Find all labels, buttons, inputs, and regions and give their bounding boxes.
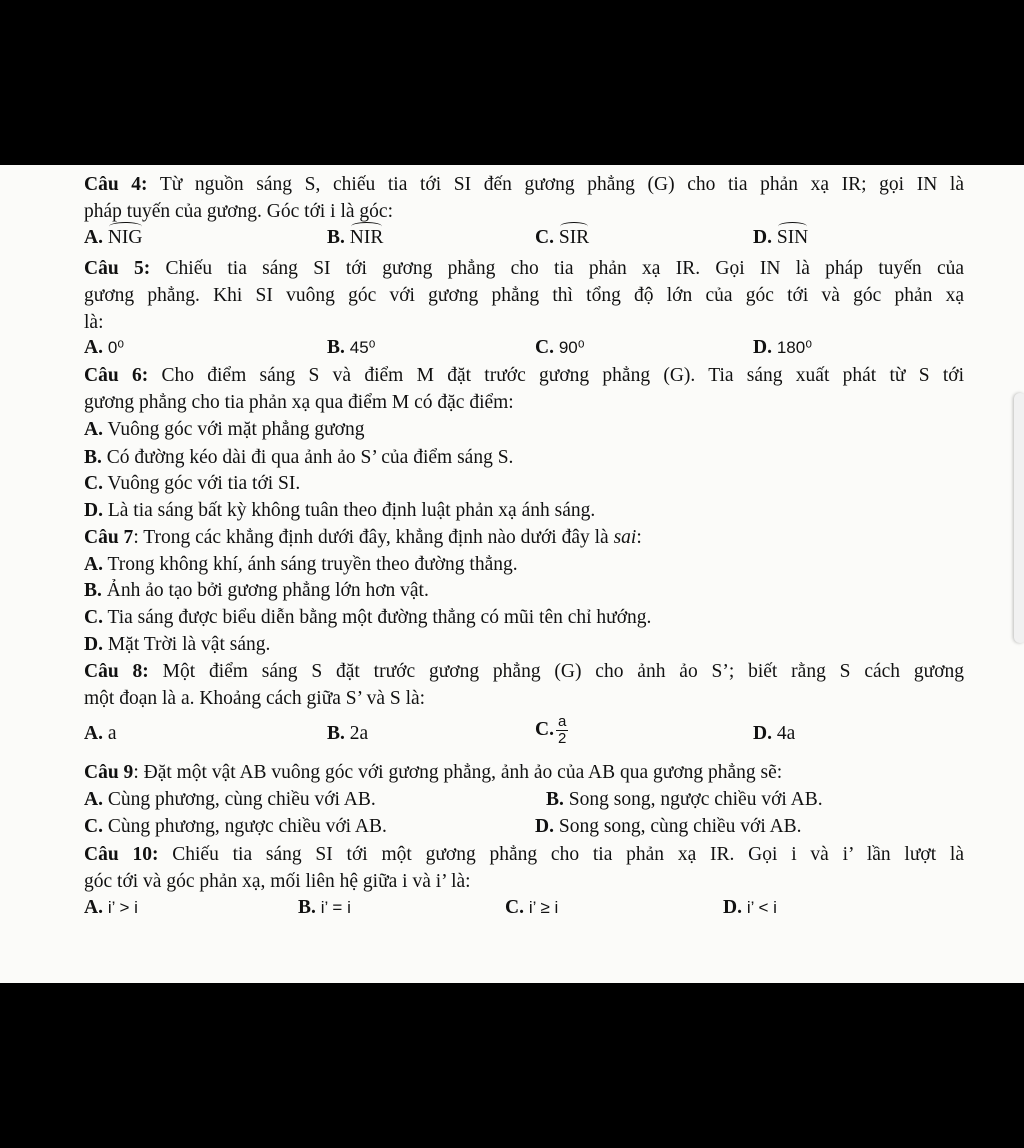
option-d: D. i’ < i [723, 897, 777, 918]
question-5-label: Câu 5: [84, 258, 151, 279]
option-b: B. NIR [327, 225, 383, 251]
question-5-options [84, 335, 984, 361]
question-4-options [84, 225, 984, 251]
option-a: A. a [84, 723, 117, 744]
question-8-label: Câu 8: [84, 661, 149, 682]
question-6-option-d: D. Là tia sáng bất kỳ không tuân theo định luật phản xạ ánh sáng. [84, 500, 596, 521]
document-page [0, 165, 1024, 983]
angle-sir: SIR [559, 225, 589, 251]
question-4-line-2: pháp tuyến của gương. Góc tới i là góc: [84, 201, 393, 222]
option-a: A. i’ > i [84, 897, 138, 918]
question-5-line-3: là: [84, 312, 104, 333]
option-d: D. SIN [753, 225, 808, 251]
question-7-line-1: Câu 7: Trong các khẳng định dưới đây, khẳng định nào dưới đây là sai: [84, 527, 642, 548]
option-b: B. i’ = i [298, 897, 351, 918]
question-6-text: Cho điểm sáng S và điểm M đặt trước gương phẳng (G). Tia sáng xuất phát từ S tới [161, 365, 965, 386]
scroll-handle[interactable] [1014, 393, 1024, 643]
question-6-option-b: B. Có đường kéo dài đi qua ảnh ảo S’ của điểm sáng S. [84, 447, 514, 468]
question-9-options-row-2 [84, 814, 984, 840]
question-6-line-2: gương phẳng cho tia phản xạ qua điểm M có đặc điểm: [84, 392, 514, 413]
option-a: A. 0⁰ [84, 337, 125, 358]
option-d: D. 4a [753, 723, 796, 744]
fraction-a-over-2: $\frac{a}{2}$ [557, 713, 567, 747]
question-4-label: Câu 4: [84, 174, 148, 195]
question-6-label: Câu 6: [84, 365, 149, 386]
angle-nir: NIR [350, 225, 384, 251]
option-c: C. i’ ≥ i [505, 897, 559, 918]
option-b: B. Song song, ngược chiều với AB. [546, 789, 823, 810]
angle-nig: NIG [108, 225, 143, 251]
question-9-label: Câu 9 [84, 762, 134, 783]
question-5-line-2: gương phẳng. Khi SI vuông góc với gương phẳng thì tổng độ lớn của góc tới và góc phản xạ [84, 285, 964, 306]
option-a: A. NIG [84, 225, 143, 251]
question-9-line-1: Câu 9: Đặt một vật AB vuông góc với gương phẳng, ảnh ảo của AB qua gương phẳng sẽ: [84, 762, 783, 783]
question-10-label: Câu 10: [84, 844, 159, 865]
question-4-text: Từ nguồn sáng S, chiếu tia tới SI đến gương phẳng (G) cho tia phản xạ IR; gọi IN là [159, 174, 964, 195]
question-10-options [84, 895, 984, 921]
question-8-line-1 [84, 659, 964, 685]
question-6-option-a: A. Vuông góc với mặt phẳng gương [84, 419, 365, 440]
question-6-line-1 [84, 363, 964, 389]
question-7-option-c: C. Tia sáng được biểu diễn bằng một đường thẳng có mũi tên chỉ hướng. [84, 607, 652, 628]
option-c: C. Cùng phương, ngược chiều với AB. [84, 816, 387, 837]
question-6-option-c: C. Vuông góc với tia tới SI. [84, 473, 301, 494]
option-c: C. $\frac{a}{2}$ [535, 713, 567, 747]
option-d: D. Song song, cùng chiều với AB. [535, 816, 802, 837]
question-5-text: Chiếu tia sáng SI tới gương phẳng cho tia phản xạ IR. Gọi IN là pháp tuyến của [165, 258, 965, 279]
option-d: D. 180⁰ [753, 337, 813, 358]
option-b: B. 2a [327, 723, 369, 744]
option-a: A. Cùng phương, cùng chiều với AB. [84, 789, 376, 810]
option-c: C. SIR [535, 225, 589, 251]
question-10-line-1 [84, 842, 964, 868]
question-8-text: Một điểm sáng S đặt trước gương phẳng (G) cho ảnh ảo S’; biết rằng S cách gương [162, 661, 965, 682]
question-4-line-1 [84, 172, 964, 198]
option-c: C. 90⁰ [535, 337, 585, 358]
question-9-options-row-1 [84, 787, 984, 813]
question-10-line-2: góc tới và góc phản xạ, mối liên hệ giữa i và i’ là: [84, 871, 471, 892]
question-10-text: Chiếu tia sáng SI tới một gương phẳng cho tia phản xạ IR. Gọi i và i’ lần lượt là [172, 844, 965, 865]
question-8-line-2: một đoạn là a. Khoảng cách giữa S’ và S là: [84, 688, 426, 709]
angle-sin: SIN [777, 225, 808, 251]
option-b: B. 45⁰ [327, 337, 376, 358]
question-7-label: Câu 7 [84, 527, 134, 548]
question-7-option-b: B. Ảnh ảo tạo bởi gương phẳng lớn hơn vật. [84, 580, 429, 601]
question-5-line-1 [84, 256, 964, 282]
question-7-option-d: D. Mặt Trời là vật sáng. [84, 634, 271, 655]
question-7-option-a: A. Trong không khí, ánh sáng truyền theo đường thẳng. [84, 554, 518, 575]
question-8-options [84, 713, 984, 747]
